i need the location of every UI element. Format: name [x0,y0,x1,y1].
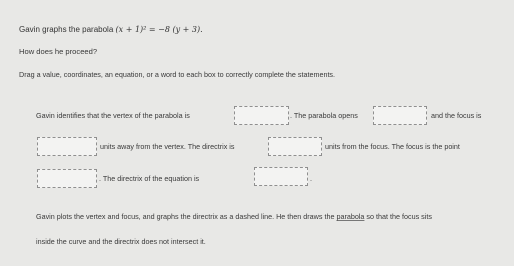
focus-statement-text: and the focus is [431,111,482,120]
problem-title [19,26,203,34]
focus-point-drop-box[interactable] [37,169,97,188]
parabola-link[interactable]: parabola [336,212,365,221]
focus-distance-drop-box[interactable] [37,137,97,156]
parabola-equation: (x + 1)² = −8 (y + 3). [115,25,203,34]
focus-point-statement-text: units from the focus. The focus is the point [325,142,460,151]
instruction-text: Drag a value, coordinates, an equation, or a word to each box to correctly complete the statements. [19,70,336,79]
title-prefix: Gavin graphs the parabola [19,25,114,34]
vertex-drop-box[interactable] [234,106,289,125]
vertex-statement-text: Gavin identifies that the vertex of the parabola is [36,111,190,120]
directrix-equation-drop-box[interactable] [254,167,308,186]
directrix-equation-statement-text: . The directrix of the equation is [99,174,200,183]
direction-drop-box[interactable] [373,106,427,125]
plot-description-line1 [36,213,432,220]
directrix-statement-text: units away from the vertex. The directrix is [100,142,235,151]
plot-description-part-a: Gavin plots the vertex and focus, and graphs the directrix as a dashed line. He then draws the [36,212,337,221]
opens-statement-text: . The parabola opens [290,111,358,120]
directrix-distance-drop-box[interactable] [268,137,322,156]
statement-period: . [310,174,312,183]
plot-description-line2: inside the curve and the directrix does not intersect it. [36,237,206,246]
plot-description-part-b: so that the focus sits [364,212,432,221]
question-text: How does he proceed? [19,47,98,56]
